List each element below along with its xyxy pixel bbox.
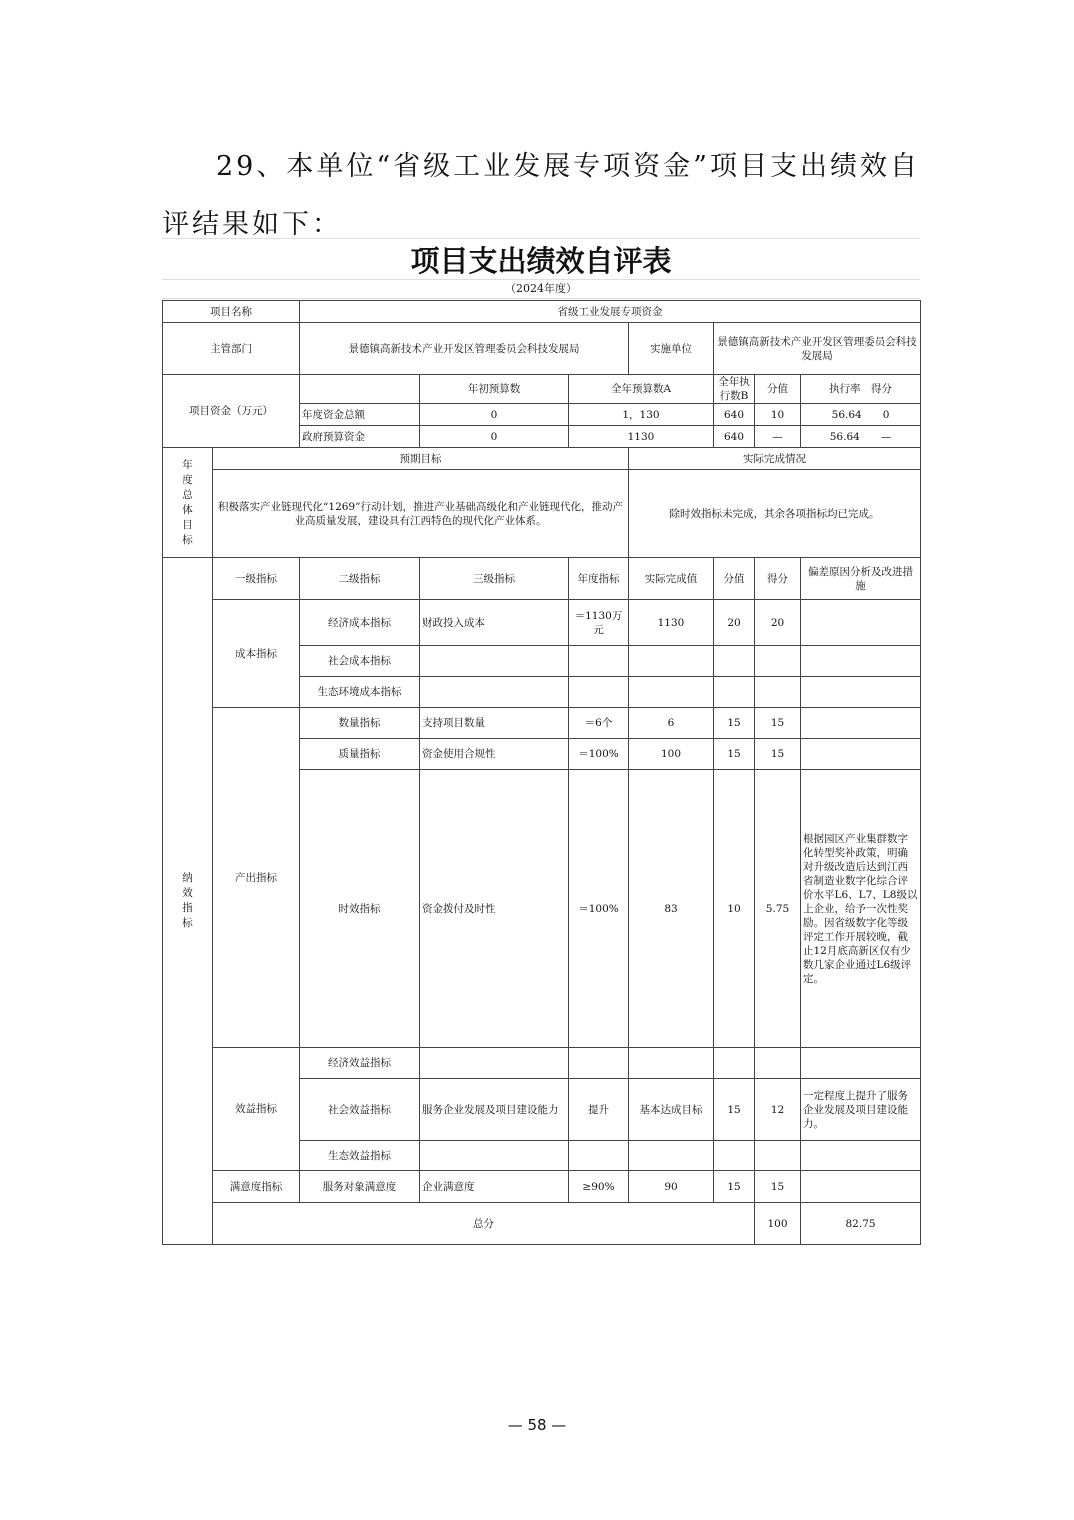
ind-header: 二级指标 [300, 558, 420, 600]
ind-header: 分值 [714, 558, 755, 600]
cell-l2: 时效指标 [300, 770, 420, 1048]
fund-row-label: 政府预算资金 [300, 426, 420, 448]
cell-l3: 服务企业发展及项目建设能力 [420, 1079, 569, 1141]
evaluation-table-main [162, 300, 921, 1245]
cell-actual [629, 1048, 714, 1079]
cell-weight [714, 646, 755, 677]
cell-l3: 资金拨付及时性 [420, 770, 569, 1048]
cell-note: 一定程度上提升了服务企业发展及项目建设能力。 [801, 1079, 921, 1141]
cell-actual: 基本达成目标 [629, 1079, 714, 1141]
label-perf [163, 558, 213, 1245]
form-title: 项目支出绩效自评表 [162, 238, 920, 280]
cell-score [755, 1048, 801, 1079]
cell-target: ＝6个 [569, 708, 629, 739]
group-cost: 成本指标 [213, 600, 300, 708]
group-benefit: 效益指标 [213, 1048, 300, 1171]
label-project-name: 项目名称 [163, 301, 300, 323]
cell-l2: 生态效益指标 [300, 1141, 420, 1171]
cell-l3: 支持项目数量 [420, 708, 569, 739]
cell-actual [629, 646, 714, 677]
ind-header: 得分 [755, 558, 801, 600]
evaluation-form [162, 238, 920, 1236]
impl-unit-value: 景德镇高新技术产业开发区管理委员会科技发展局 [714, 323, 921, 375]
cell-note [801, 646, 921, 677]
total-weight: 100 [755, 1203, 801, 1245]
ind-header: 偏差原因分析及改进措施 [801, 558, 921, 600]
cell-target [569, 1141, 629, 1171]
cell-weight: 15 [714, 739, 755, 770]
ind-header: 年度指标 [569, 558, 629, 600]
form-year: （2024年度） [162, 280, 920, 299]
fund-row-label: 年度资金总额 [300, 404, 420, 426]
label-impl-unit: 实施单位 [629, 323, 714, 375]
cell-actual: 83 [629, 770, 714, 1048]
cell-actual: 6 [629, 708, 714, 739]
goal-text: 积极落实产业链现代化“1269”行动计划，推进产业基础高级化和产业链现代化，推动产业高质量发展，建设具有江西特色的现代化产业体系。 [213, 470, 629, 558]
intro-line-1: 29、本单位“省级工业发展专项资金”项目支出绩效自 [216, 151, 920, 182]
fund-initial: 0 [420, 404, 569, 426]
cell-score: 15 [755, 708, 801, 739]
ind-header: 一级指标 [213, 558, 300, 600]
cell-l3 [420, 1141, 569, 1171]
group-output: 产出指标 [213, 708, 300, 1048]
cell-actual: 90 [629, 1171, 714, 1203]
cell-l2: 社会效益指标 [300, 1079, 420, 1141]
fund-rate-score [801, 404, 921, 426]
fund-score: — [880, 430, 892, 443]
fund-header-rate: 执行率 [829, 383, 861, 395]
cell-target [569, 1048, 629, 1079]
cell-score: 15 [755, 739, 801, 770]
cell-note: 根据园区产业集群数字化转型奖补政策，明确对升级改造后达到江西省制造业数字化综合评价水平L6、L7、L8级以上企业，给予一次性奖励。因省级数字化等级评定工作开展较晚，截止12月底高新区仅有少数几家企业通过L6级评定。 [801, 770, 921, 1048]
perf-text: 纳效指标 [182, 872, 193, 929]
fund-header-score-val: 分值 [755, 375, 801, 404]
cell-l2: 生态环境成本指标 [300, 677, 420, 708]
cell-score: 5.75 [755, 770, 801, 1048]
cell-l2: 数量指标 [300, 708, 420, 739]
cell-actual [629, 677, 714, 708]
fund-header-annual: 全年预算数A [569, 375, 714, 404]
total-label: 总分 [213, 1203, 755, 1245]
fund-rate: 56.64 [831, 408, 862, 421]
cell-target: ＝100% [569, 770, 629, 1048]
fund-exec: 640 [714, 426, 755, 448]
table-row [163, 1171, 921, 1203]
cell-weight: 20 [714, 600, 755, 646]
fund-score: 0 [882, 408, 890, 421]
fund-header-rate-score [801, 375, 921, 404]
cell-l2: 社会成本指标 [300, 646, 420, 677]
table-row [163, 1048, 921, 1079]
table-row [163, 708, 921, 739]
cell-note [801, 600, 921, 646]
total-score: 82.75 [801, 1203, 921, 1245]
fund-annual: 1130 [569, 426, 714, 448]
label-annual-goal [163, 448, 213, 558]
page-number: — 58 — [507, 1416, 567, 1434]
fund-score-val: — [755, 426, 801, 448]
cell-score [755, 646, 801, 677]
cell-weight: 15 [714, 1079, 755, 1141]
cell-score [755, 677, 801, 708]
cell-l3: 企业满意度 [420, 1171, 569, 1203]
group-satisfaction: 满意度指标 [213, 1171, 300, 1203]
cell-target: ＝100% [569, 739, 629, 770]
actual-text: 除时效指标未完成，其余各项指标均已完成。 [629, 470, 921, 558]
fund-header-exec: 全年执行数B [714, 375, 755, 404]
fund-initial: 0 [420, 426, 569, 448]
cell-note [801, 677, 921, 708]
fund-annual: 1，130 [569, 404, 714, 426]
cell-weight [714, 677, 755, 708]
cell-target: 提升 [569, 1079, 629, 1141]
cell-actual [629, 1141, 714, 1171]
fund-header-score: 得分 [871, 383, 893, 395]
cell-l3 [420, 677, 569, 708]
cell-target: ≥90% [569, 1171, 629, 1203]
fund-score-val: 10 [755, 404, 801, 426]
cell-l3: 财政投入成本 [420, 600, 569, 646]
annual-goal-text: 年度总体目标 [182, 458, 193, 546]
cell-score: 15 [755, 1171, 801, 1203]
cell-l2: 质量指标 [300, 739, 420, 770]
cell-actual: 100 [629, 739, 714, 770]
ind-header: 三级指标 [420, 558, 569, 600]
label-expected: 预期目标 [213, 448, 629, 470]
cell-weight [714, 1048, 755, 1079]
cell-target: ＝1130万元 [569, 600, 629, 646]
cell-note [801, 1048, 921, 1079]
cell-weight: 15 [714, 1171, 755, 1203]
cell-l3: 资金使用合规性 [420, 739, 569, 770]
intro-paragraph [162, 138, 922, 254]
cell-note [801, 1171, 921, 1203]
cell-score: 12 [755, 1079, 801, 1141]
fund-exec: 640 [714, 404, 755, 426]
cell-note [801, 708, 921, 739]
cell-l3 [420, 646, 569, 677]
cell-l2: 经济成本指标 [300, 600, 420, 646]
cell-weight [714, 1141, 755, 1171]
cell-note [801, 739, 921, 770]
cell-note [801, 1141, 921, 1171]
cell-target [569, 646, 629, 677]
cell-weight: 15 [714, 708, 755, 739]
total-row [163, 1203, 921, 1245]
dept-value: 景德镇高新技术产业开发区管理委员会科技发展局 [300, 323, 629, 375]
cell-target [569, 677, 629, 708]
fund-rate: 56.64 [829, 430, 860, 443]
cell-score: 20 [755, 600, 801, 646]
intro-line-2: 评结果如下： [162, 209, 342, 240]
cell-l3 [420, 1048, 569, 1079]
cell-actual: 1130 [629, 600, 714, 646]
ind-header: 实际完成值 [629, 558, 714, 600]
fund-header-initial: 年初预算数 [420, 375, 569, 404]
label-dept: 主管部门 [163, 323, 300, 375]
fund-rate-score [801, 426, 921, 448]
cell-score [755, 1141, 801, 1171]
table-row [163, 600, 921, 646]
label-actual: 实际完成情况 [629, 448, 921, 470]
cell-l2: 经济效益指标 [300, 1048, 420, 1079]
label-funds: 项目资金（万元） [163, 375, 300, 448]
cell-l2: 服务对象满意度 [300, 1171, 420, 1203]
cell-weight: 10 [714, 770, 755, 1048]
project-name-value: 省级工业发展专项资金 [300, 301, 921, 323]
